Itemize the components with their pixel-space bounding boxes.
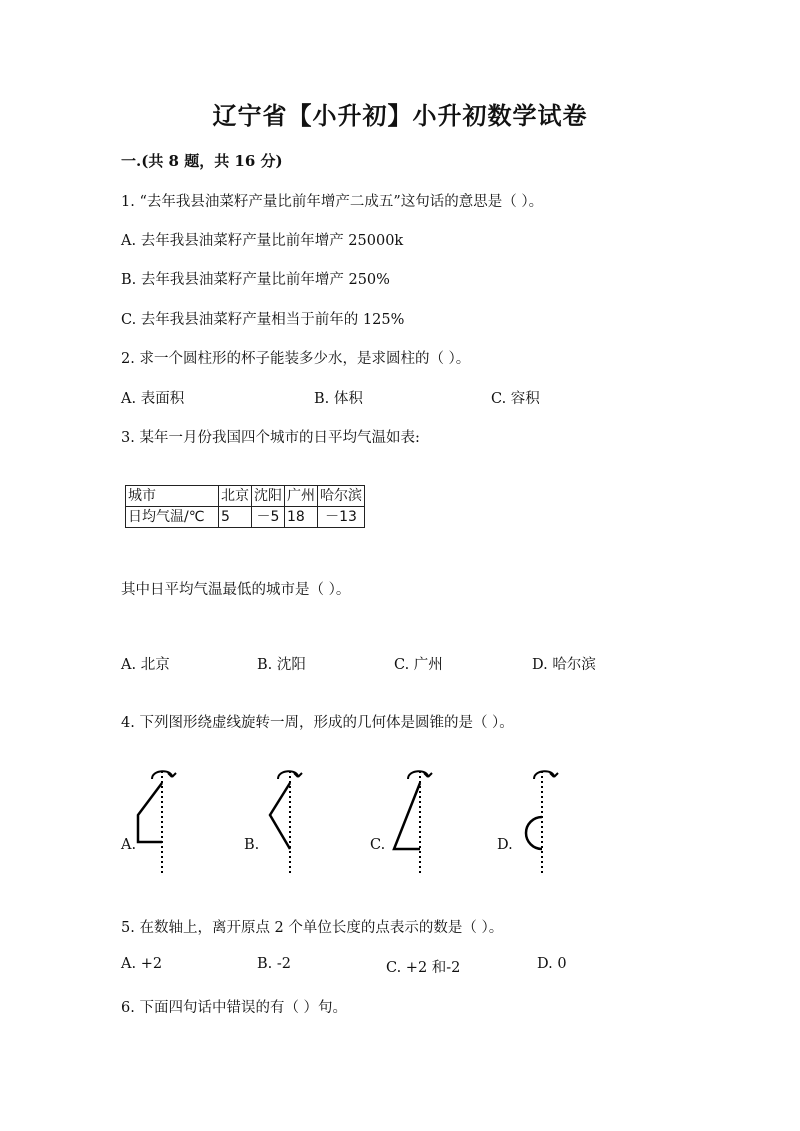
table-cell: 哈尔滨 [318, 486, 365, 507]
temperature-table [125, 485, 365, 528]
question-3-option-d: D. 哈尔滨 [532, 657, 596, 673]
question-5-option-c: C. +2 和-2 [386, 960, 461, 976]
section-header: 一.(共 8 题，共 16 分) [121, 152, 283, 170]
question-6-stem: 6. 下面四句话中错误的有（ ）句。 [121, 1000, 348, 1016]
question-5-option-a: A. +2 [121, 956, 163, 972]
rotation-figure-a [130, 765, 190, 875]
question-2-stem: 2. 求一个圆柱形的杯子能装多少水，是求圆柱的（ ）。 [121, 351, 471, 367]
figure-b-label: B. [244, 837, 260, 853]
table-cell: －5 [252, 507, 285, 528]
question-2-option-c: C. 容积 [491, 391, 540, 407]
question-1-option-c: C. 去年我县油菜籽产量相当于前年的 125% [121, 312, 405, 328]
page-title: 辽宁省【小升初】小升初数学试卷 [212, 101, 588, 130]
question-1-stem: 1. “去年我县油菜籽产量比前年增产二成五”这句话的意思是（ ）。 [121, 194, 544, 210]
question-5-option-d: D. 0 [537, 956, 567, 972]
table-cell: 5 [219, 507, 252, 528]
table-cell: 沈阳 [252, 486, 285, 507]
question-3-option-a: A. 北京 [121, 657, 170, 673]
figure-a-label: A. [121, 837, 137, 853]
table-cell: －13 [318, 507, 365, 528]
question-3-stem: 3. 某年一月份我国四个城市的日平均气温如表: [121, 430, 420, 446]
rotation-figure-c [386, 765, 446, 875]
table-header-row [126, 486, 365, 507]
figure-c-label: C. [370, 837, 386, 853]
table-cell: 北京 [219, 486, 252, 507]
question-3-question: 其中日平均气温最低的城市是（ ）。 [121, 582, 351, 598]
question-1-option-a: A. 去年我县油菜籽产量比前年增产 25000k [121, 233, 404, 249]
rotation-figure-d [512, 765, 572, 875]
table-cell: 广州 [285, 486, 318, 507]
question-1-option-b: B. 去年我县油菜籽产量比前年增产 250% [121, 272, 390, 288]
question-2-option-a: A. 表面积 [121, 391, 185, 407]
question-5-stem: 5. 在数轴上，离开原点 2 个单位长度的点表示的数是（ ）。 [121, 920, 504, 936]
question-2-option-b: B. 体积 [314, 391, 363, 407]
question-3-option-c: C. 广州 [394, 657, 443, 673]
table-cell: 城市 [126, 486, 219, 507]
rotation-figure-b [256, 765, 316, 875]
figure-d-label: D. [497, 837, 513, 853]
question-4-stem: 4. 下列图形绕虚线旋转一周，形成的几何体是圆锥的是（ ）。 [121, 715, 514, 731]
table-cell: 18 [285, 507, 318, 528]
table-cell: 日均气温/℃ [126, 507, 219, 528]
table-row [126, 507, 365, 528]
question-3-option-b: B. 沈阳 [257, 657, 306, 673]
question-5-option-b: B. -2 [257, 956, 291, 972]
